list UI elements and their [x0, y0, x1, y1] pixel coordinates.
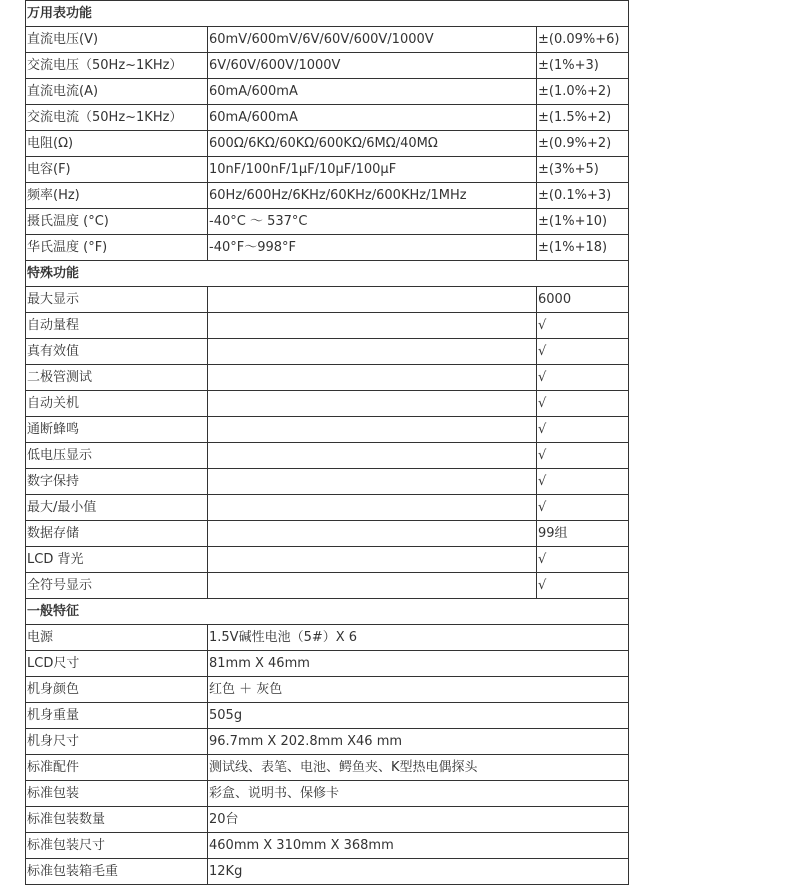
table-row [26, 677, 629, 703]
spec-range-cell: 600Ω/6KΩ/60KΩ/600KΩ/6MΩ/40MΩ [208, 131, 537, 157]
spec-label-cell: 自动关机 [26, 391, 208, 417]
spec-range-cell: 6V/60V/600V/1000V [208, 53, 537, 79]
spec-value-cell: √ [537, 339, 629, 365]
spec-label-cell: 直流电流(A) [26, 79, 208, 105]
spec-label-cell: 频率(Hz) [26, 183, 208, 209]
spec-range-cell: 505g [208, 703, 629, 729]
table-row [26, 625, 629, 651]
table-row [26, 521, 629, 547]
section-title: 一般特征 [26, 599, 629, 625]
table-row [26, 495, 629, 521]
spec-value-cell: ±(1.5%+2) [537, 105, 629, 131]
table-row [26, 339, 629, 365]
spec-label-cell: 华氏温度 (°F) [26, 235, 208, 261]
section-title: 万用表功能 [26, 1, 629, 27]
table-row [26, 703, 629, 729]
spec-value-cell: √ [537, 313, 629, 339]
spec-label-cell: 电阻(Ω) [26, 131, 208, 157]
spec-range-cell [208, 547, 537, 573]
spec-label-cell: 二极管测试 [26, 365, 208, 391]
spec-range-cell [208, 573, 537, 599]
spec-range-cell: -40°C ～ 537°C [208, 209, 537, 235]
spec-value-cell: ±(0.9%+2) [537, 131, 629, 157]
spec-range-cell [208, 391, 537, 417]
table-row [26, 833, 629, 859]
spec-label-cell: 数据存储 [26, 521, 208, 547]
spec-label-cell: 低电压显示 [26, 443, 208, 469]
spec-range-cell: 96.7mm X 202.8mm X46 mm [208, 729, 629, 755]
spec-range-cell: 1.5V碱性电池（5#）X 6 [208, 625, 629, 651]
table-row [26, 859, 629, 885]
spec-range-cell: -40°F～998°F [208, 235, 537, 261]
spec-label-cell: 交流电压（50Hz~1KHz） [26, 53, 208, 79]
spec-value-cell: √ [537, 547, 629, 573]
spec-range-cell [208, 313, 537, 339]
spec-value-cell: √ [537, 469, 629, 495]
table-row [26, 287, 629, 313]
table-row [26, 157, 629, 183]
table-row [26, 53, 629, 79]
spec-range-cell: 460mm X 310mm X 368mm [208, 833, 629, 859]
spec-label-cell: 最大显示 [26, 287, 208, 313]
spec-range-cell [208, 469, 537, 495]
spec-range-cell: 测试线、表笔、电池、鳄鱼夹、K型热电偶探头 [208, 755, 629, 781]
spec-value-cell: ±(1%+18) [537, 235, 629, 261]
section-title: 特殊功能 [26, 261, 629, 287]
table-row [26, 547, 629, 573]
spec-value-cell: √ [537, 391, 629, 417]
spec-range-cell [208, 365, 537, 391]
spec-label-cell: 全符号显示 [26, 573, 208, 599]
section-header-row [26, 1, 629, 27]
table-row [26, 729, 629, 755]
spec-label-cell: 数字保持 [26, 469, 208, 495]
spec-table-body [26, 1, 629, 885]
table-row [26, 391, 629, 417]
spec-label-cell: 自动量程 [26, 313, 208, 339]
spec-label-cell: 直流电压(V) [26, 27, 208, 53]
table-row [26, 781, 629, 807]
table-row [26, 573, 629, 599]
table-row [26, 417, 629, 443]
spec-range-cell [208, 495, 537, 521]
spec-label-cell: 最大/最小值 [26, 495, 208, 521]
table-row [26, 469, 629, 495]
spec-value-cell: ±(1%+3) [537, 53, 629, 79]
spec-range-cell: 60Hz/600Hz/6KHz/60KHz/600KHz/1MHz [208, 183, 537, 209]
spec-range-cell: 彩盒、说明书、保修卡 [208, 781, 629, 807]
table-row [26, 313, 629, 339]
table-row [26, 183, 629, 209]
table-row [26, 79, 629, 105]
spec-value-cell: √ [537, 443, 629, 469]
table-row [26, 105, 629, 131]
spec-label-cell: 机身重量 [26, 703, 208, 729]
table-row [26, 443, 629, 469]
table-row [26, 209, 629, 235]
table-row [26, 651, 629, 677]
spec-value-cell: 6000 [537, 287, 629, 313]
spec-range-cell [208, 521, 537, 547]
spec-label-cell: 机身尺寸 [26, 729, 208, 755]
spec-label-cell: 机身颜色 [26, 677, 208, 703]
spec-label-cell: 交流电流（50Hz~1KHz） [26, 105, 208, 131]
spec-table [25, 0, 629, 885]
section-header-row [26, 599, 629, 625]
spec-label-cell: 标准包装箱毛重 [26, 859, 208, 885]
spec-label-cell: 标准包装数量 [26, 807, 208, 833]
spec-range-cell [208, 339, 537, 365]
spec-range-cell: 60mV/600mV/6V/60V/600V/1000V [208, 27, 537, 53]
spec-label-cell: 通断蜂鸣 [26, 417, 208, 443]
spec-range-cell: 20台 [208, 807, 629, 833]
spec-value-cell: ±(1.0%+2) [537, 79, 629, 105]
spec-range-cell: 红色 ＋ 灰色 [208, 677, 629, 703]
spec-range-cell: 60mA/600mA [208, 79, 537, 105]
spec-value-cell: ±(0.1%+3) [537, 183, 629, 209]
spec-value-cell: √ [537, 495, 629, 521]
table-row [26, 807, 629, 833]
spec-label-cell: 电源 [26, 625, 208, 651]
spec-value-cell: ±(1%+10) [537, 209, 629, 235]
spec-value-cell: ±(0.09%+6) [537, 27, 629, 53]
spec-label-cell: 标准包装尺寸 [26, 833, 208, 859]
section-header-row [26, 261, 629, 287]
spec-value-cell: ±(3%+5) [537, 157, 629, 183]
table-row [26, 27, 629, 53]
spec-label-cell: LCD 背光 [26, 547, 208, 573]
spec-range-cell: 12Kg [208, 859, 629, 885]
spec-range-cell: 10nF/100nF/1μF/10μF/100μF [208, 157, 537, 183]
spec-range-cell [208, 417, 537, 443]
spec-value-cell: √ [537, 365, 629, 391]
spec-label-cell: 真有效值 [26, 339, 208, 365]
table-row [26, 365, 629, 391]
spec-label-cell: 电容(F) [26, 157, 208, 183]
spec-label-cell: 摄氏温度 (°C) [26, 209, 208, 235]
spec-label-cell: 标准包装 [26, 781, 208, 807]
spec-range-cell [208, 287, 537, 313]
table-row [26, 131, 629, 157]
spec-value-cell: 99组 [537, 521, 629, 547]
spec-label-cell: 标准配件 [26, 755, 208, 781]
table-row [26, 755, 629, 781]
spec-value-cell: √ [537, 417, 629, 443]
spec-range-cell: 81mm X 46mm [208, 651, 629, 677]
spec-value-cell: √ [537, 573, 629, 599]
spec-range-cell [208, 443, 537, 469]
spec-label-cell: LCD尺寸 [26, 651, 208, 677]
table-row [26, 235, 629, 261]
spec-range-cell: 60mA/600mA [208, 105, 537, 131]
